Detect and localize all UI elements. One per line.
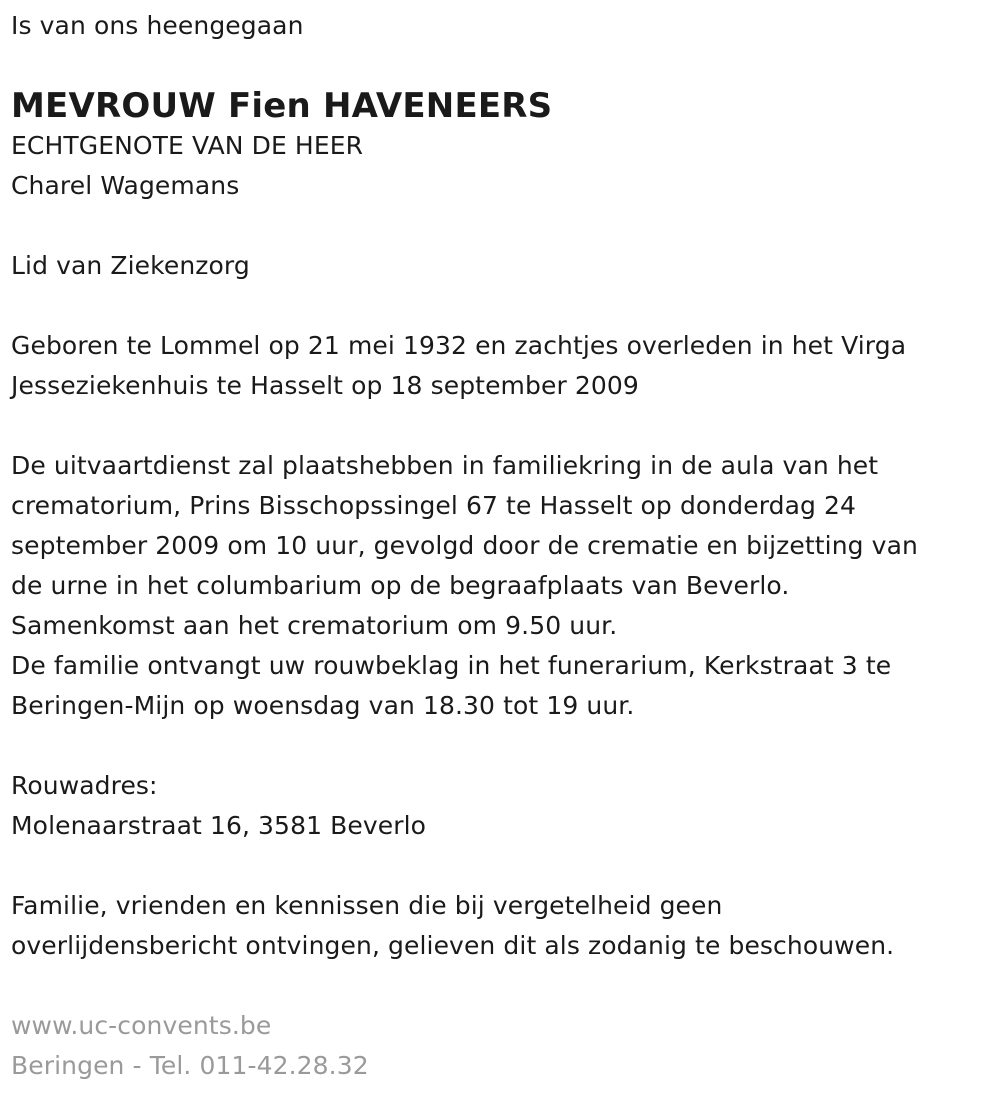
intro-text: Is van ons heengegaan [11, 11, 304, 40]
spacer [11, 846, 1000, 886]
ceremony-line: Beringen-Mijn op woensdag van 18.30 tot 19 uur. [11, 691, 635, 720]
birth-death-line: Geboren te Lommel op 21 mei 1932 en zachtjes overleden in het Virga [11, 331, 907, 360]
birth-death-line: Jesseziekenhuis te Hasselt op 18 september 2009 [11, 371, 639, 400]
spacer [11, 406, 1000, 446]
notice-line: overlijdensbericht ontvingen, gelieven dit als zodanig te beschouwen. [11, 931, 895, 960]
ceremony-line: De uitvaartdienst zal plaatshebben in familiekring in de aula van het [11, 451, 879, 480]
spacer [11, 966, 1000, 1006]
spacer [11, 286, 1000, 326]
address-label: Rouwadres: [11, 771, 158, 800]
spacer [11, 46, 1000, 86]
ceremony-line: Samenkomst aan het crematorium om 9.50 uur. [11, 611, 618, 640]
footer-website: www.uc-convents.be [11, 1011, 272, 1040]
address-text: Molenaarstraat 16, 3581 Beverlo [11, 811, 427, 840]
spouse-title: ECHTGENOTE VAN DE HEER [11, 131, 364, 160]
ceremony-line: de urne in het columbarium op de begraafplaats van Beverlo. [11, 571, 790, 600]
membership-text: Lid van Ziekenzorg [11, 251, 250, 280]
spouse-name: Charel Wagemans [11, 171, 240, 200]
ceremony-line: september 2009 om 10 uur, gevolgd door de crematie en bijzetting van [11, 531, 918, 560]
ceremony-line: De familie ontvangt uw rouwbeklag in het funerarium, Kerkstraat 3 te [11, 651, 892, 680]
spacer [11, 206, 1000, 246]
ceremony-line: crematorium, Prins Bisschopssingel 67 te Hasselt op donderdag 24 [11, 491, 857, 520]
notice-line: Familie, vrienden en kennissen die bij vergetelheid geen [11, 891, 723, 920]
spacer [11, 726, 1000, 766]
deceased-name: MEVROUW Fien HAVENEERS [11, 86, 553, 126]
footer-contact: Beringen - Tel. 011-42.28.32 [11, 1051, 369, 1080]
